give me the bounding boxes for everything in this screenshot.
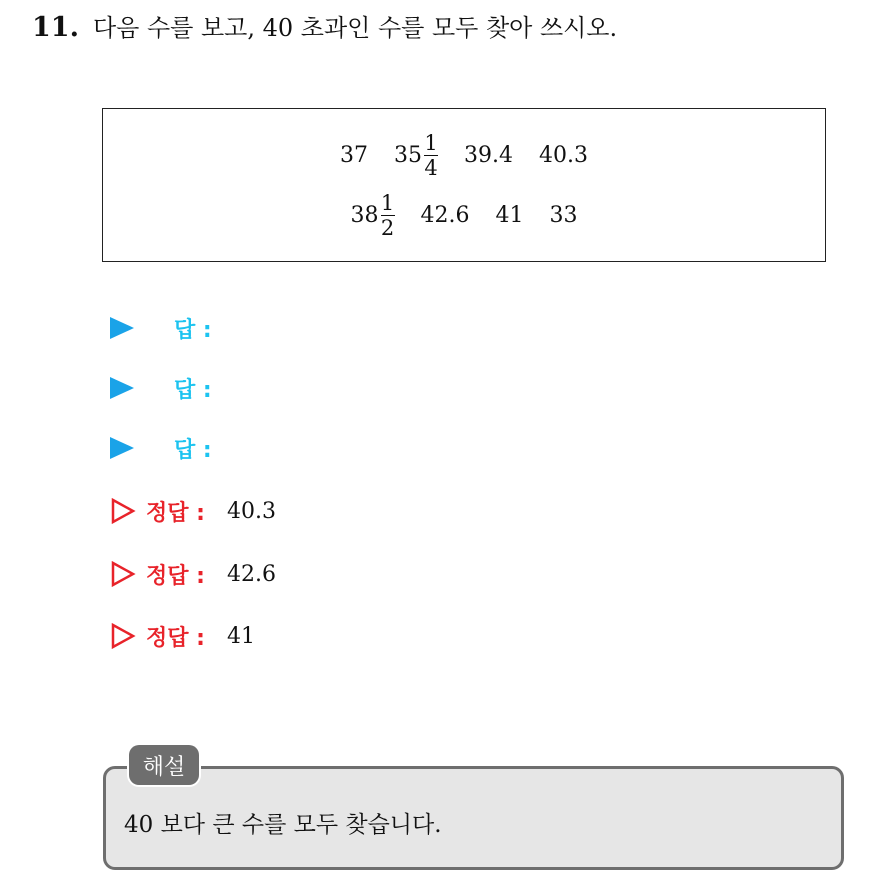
- question-text: 다음 수를 보고, 40 초과인 수를 모두 찾아 쓰시오.: [92, 14, 618, 42]
- number-row-2: [103, 191, 825, 240]
- play-arrow-icon: [110, 377, 134, 399]
- correct-answer-value: 41: [226, 623, 255, 649]
- answer-field[interactable]: [110, 433, 212, 463]
- number-box: [102, 108, 826, 262]
- correct-answer-row: [110, 559, 276, 589]
- fraction: $\frac{1}{4}$: [424, 131, 438, 180]
- answer-label: 답 :: [174, 317, 212, 343]
- outline-arrow-icon: [110, 498, 136, 524]
- answer-field[interactable]: [110, 373, 212, 403]
- question-heading: [32, 12, 617, 44]
- answer-label: 답 :: [174, 377, 212, 403]
- answer-label: 답 :: [174, 437, 212, 463]
- play-arrow-icon: [110, 437, 134, 459]
- correct-answer-value: 40.3: [226, 498, 276, 524]
- correct-answer-row: [110, 621, 255, 651]
- number-item: 33: [549, 203, 578, 228]
- explanation-tab: 해설: [129, 745, 199, 785]
- correct-answer-label: 정답 :: [146, 563, 205, 589]
- correct-answer-row: [110, 496, 276, 526]
- number-item: 37: [340, 143, 369, 168]
- fraction: $\frac{1}{2}$: [380, 191, 395, 240]
- correct-answer-label: 정답 :: [146, 500, 205, 526]
- number-row-1: [103, 131, 825, 180]
- correct-answer-label: 정답 :: [146, 625, 205, 651]
- mixed-number-item: 38 $\frac{1}{2}$: [350, 191, 395, 240]
- number-item: 39.4: [464, 143, 513, 168]
- mixed-number-item: 35 $\frac{1}{4}$: [394, 131, 438, 180]
- question-number: 11.: [32, 12, 79, 43]
- outline-arrow-icon: [110, 561, 136, 587]
- answer-field[interactable]: [110, 313, 212, 343]
- outline-arrow-icon: [110, 623, 136, 649]
- correct-answer-value: 42.6: [226, 561, 276, 587]
- number-item: 41: [495, 203, 524, 228]
- explanation-text: 40 보다 큰 수를 모두 찾습니다.: [124, 812, 442, 838]
- number-item: 42.6: [420, 203, 470, 228]
- play-arrow-icon: [110, 317, 134, 339]
- number-item: 40.3: [539, 143, 588, 168]
